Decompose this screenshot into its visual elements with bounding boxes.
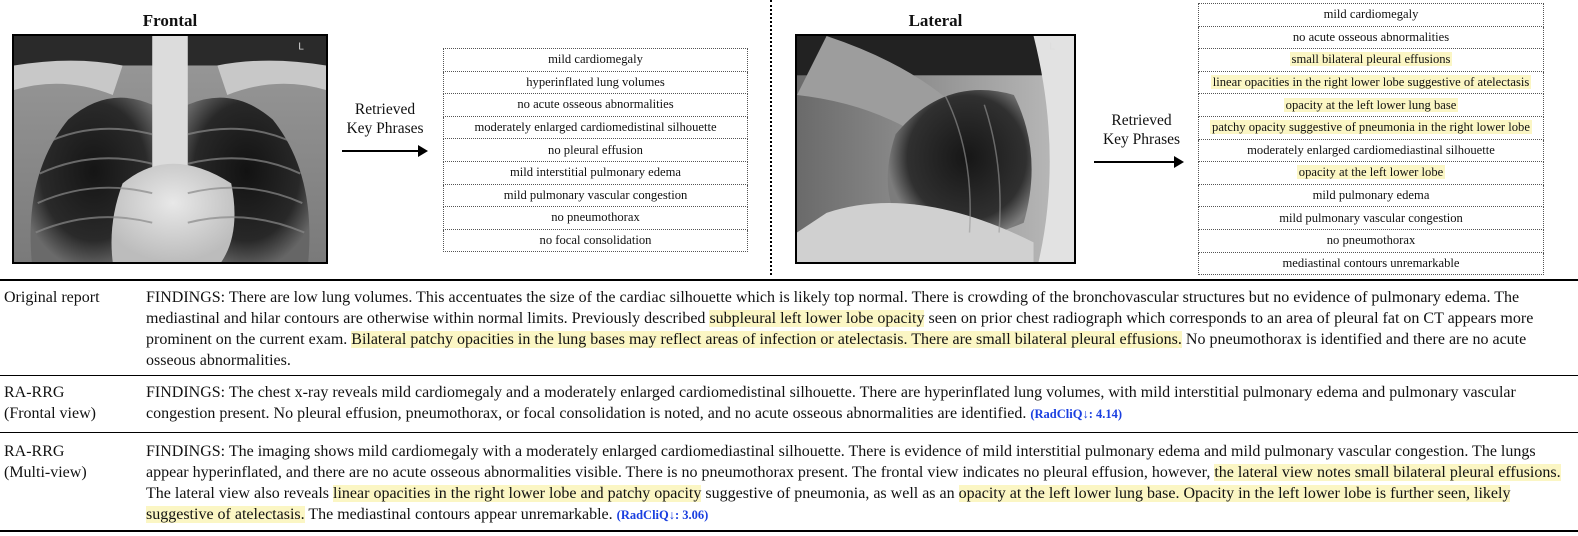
report-segment: No pneumothorax is identified and there are no acute osseous abnormalities. xyxy=(146,331,1527,369)
highlighted-text: opacity at the left lower lung base. Opacity in the left lower lobe is further seen, likely suggestive of atelectasis. xyxy=(146,485,1511,523)
lateral-title: Lateral xyxy=(908,11,963,30)
key-phrase-row xyxy=(1199,252,1544,275)
key-phrase-text: no pleural effusion xyxy=(548,142,643,157)
report-text xyxy=(146,287,1566,371)
key-phrase-row xyxy=(1199,49,1544,72)
report-label xyxy=(4,287,100,308)
report-segment: seen on prior chest radiograph which corresponds to an area of pleural fat on CT appears more prominent on the current exam. xyxy=(146,310,1534,348)
key-phrase-text: hyperinflated lung volumes xyxy=(526,74,665,89)
report-label-line1: Original report xyxy=(4,289,100,306)
highlighted-text: the lateral view notes small bilateral pleural effusions. xyxy=(1214,464,1561,481)
key-phrase-cell xyxy=(444,71,748,94)
key-phrase-text: moderately enlarged cardiomedistinal silhouette xyxy=(474,120,717,135)
key-phrase-row xyxy=(444,139,748,162)
frontal-arrow-label xyxy=(340,100,430,138)
svg-text:L: L xyxy=(1049,41,1055,53)
key-phrase-row xyxy=(444,229,748,252)
report-segment: FINDINGS: There are low lung volumes. This accentuates the size of the cardiac silhouette which is likely top normal. There is crowding of the bronchovascular structures but no evidence of pulmonary edema. The mediastinal and hilar contours are otherwise within normal limits. Previously described xyxy=(146,289,1520,327)
key-phrase-text: mediastinal contours unremarkable xyxy=(1282,255,1460,270)
highlighted-text: linear opacities in the right lower lobe and patchy opacity xyxy=(333,485,702,502)
report-segment: FINDINGS: The chest x-ray reveals mild cardiomegaly and a moderately enlarged cardiomedistinal silhouette. There are hyperinflated lung volumes, with mild interstitial pulmonary edema and pulmonary vascular congestion present. No pleural effusion, pneumothorax, or focal consolidation is noted, and no acute osseous abnormalities are identified. xyxy=(146,384,1516,422)
key-phrase-cell xyxy=(1199,229,1544,252)
key-phrase-cell xyxy=(444,139,748,162)
key-phrase-text: no pneumothorax xyxy=(1326,233,1416,248)
key-phrase-cell xyxy=(1199,207,1544,230)
highlighted-text: Bilateral patchy opacities in the lung bases may reflect areas of infection or atelectasis. There are small bilateral pleural effusions. xyxy=(351,331,1182,348)
report-segment: FINDINGS: The imaging shows mild cardiomegaly with a moderately enlarged cardiomediastinal silhouette. There is evidence of mild interstitial pulmonary edema and mild pulmonary vascular congestion. The lungs appear hyperinflated, and there are no acute osseous abnormalities visible. There is no pneumothorax present. The frontal view indicates no pleural effusion, however, xyxy=(146,443,1536,481)
key-phrase-text: mild pulmonary vascular congestion xyxy=(503,187,688,202)
frontal-xray-image xyxy=(12,34,328,264)
key-phrase-cell xyxy=(444,207,748,230)
report-label-line1: RA-RRG xyxy=(4,384,65,401)
key-phrase-row xyxy=(1199,71,1544,94)
key-phrase-row xyxy=(444,49,748,72)
key-phrase-text: no focal consolidation xyxy=(539,233,652,248)
svg-text:L: L xyxy=(298,41,304,53)
key-phrase-text: mild pulmonary vascular congestion xyxy=(1279,210,1463,225)
key-phrase-cell xyxy=(1199,49,1544,72)
report-label xyxy=(4,441,87,483)
report-segment: The lateral view also reveals xyxy=(146,485,334,502)
key-phrase-cell xyxy=(1199,94,1544,117)
key-phrase-cell xyxy=(1199,162,1544,185)
key-phrase-text: small bilateral pleural effusions xyxy=(1291,52,1451,67)
table-top-rule xyxy=(0,279,1578,281)
frontal-key-phrases-table xyxy=(443,48,748,252)
key-phrase-row xyxy=(444,207,748,230)
report-label-line2: (Multi-view) xyxy=(4,464,87,481)
key-phrase-row xyxy=(1199,4,1544,27)
key-phrase-row xyxy=(444,116,748,139)
report-text xyxy=(146,441,1566,526)
key-phrase-row xyxy=(444,71,748,94)
report-label-line1: RA-RRG xyxy=(4,443,65,460)
key-phrase-row xyxy=(1199,207,1544,230)
key-phrase-text: no acute osseous abnormalities xyxy=(517,97,674,112)
arrow-label-line1: Retrieved xyxy=(354,101,416,118)
key-phrase-text: mild pulmonary edema xyxy=(1312,188,1430,203)
key-phrase-text: moderately enlarged cardiomediastinal silhouette xyxy=(1247,142,1495,157)
arrow-label-line2: Key Phrases xyxy=(1102,131,1181,148)
row-divider xyxy=(0,375,1578,376)
key-phrase-cell xyxy=(444,229,748,252)
key-phrase-text: linear opacities in the right lower lobe suggestive of atelectasis xyxy=(1212,75,1530,90)
key-phrase-cell xyxy=(444,116,748,139)
key-phrase-cell xyxy=(1199,26,1544,49)
key-phrase-cell xyxy=(1199,116,1544,139)
key-phrase-text: mild cardiomegaly xyxy=(1323,7,1419,22)
key-phrase-row xyxy=(1199,116,1544,139)
lateral-arrow-icon xyxy=(1094,161,1182,163)
highlighted-text: subpleural left lower lobe opacity xyxy=(709,310,925,327)
key-phrase-row xyxy=(444,161,748,184)
key-phrase-cell xyxy=(444,161,748,184)
key-phrase-row xyxy=(1199,184,1544,207)
key-phrase-text: no pneumothorax xyxy=(551,210,640,225)
key-phrase-text: opacity at the left lower lung base xyxy=(1285,97,1457,112)
key-phrase-row xyxy=(1199,94,1544,117)
report-segment: The mediastinal contours appear unremarkable. xyxy=(304,506,617,523)
table-bottom-rule xyxy=(0,530,1578,532)
view-divider xyxy=(770,0,772,275)
radcliq-score: (RadCliQ↓: 3.06) xyxy=(616,508,709,522)
key-phrase-row xyxy=(444,184,748,207)
frontal-title: Frontal xyxy=(142,11,198,30)
key-phrase-row xyxy=(1199,26,1544,49)
key-phrase-row xyxy=(1199,139,1544,162)
row-divider xyxy=(0,432,1578,433)
key-phrase-text: mild cardiomegaly xyxy=(548,52,643,67)
key-phrase-cell xyxy=(1199,252,1544,275)
key-phrase-row xyxy=(1199,229,1544,252)
key-phrase-text: no acute osseous abnormalities xyxy=(1292,29,1450,44)
report-text xyxy=(146,382,1566,425)
arrow-label-line2: Key Phrases xyxy=(346,120,424,137)
report-segment: suggestive of pneumonia, as well as an xyxy=(701,485,959,502)
key-phrase-row xyxy=(444,94,748,117)
key-phrase-text: patchy opacity suggestive of pneumonia in the right lower lobe xyxy=(1212,120,1530,135)
lateral-xray-image xyxy=(795,34,1076,264)
lateral-key-phrases-table xyxy=(1198,3,1544,275)
key-phrase-cell xyxy=(1199,184,1544,207)
radcliq-score: (RadCliQ↓: 4.14) xyxy=(1030,407,1123,421)
key-phrase-cell xyxy=(444,94,748,117)
frontal-arrow-icon xyxy=(342,150,426,152)
key-phrase-cell xyxy=(444,49,748,72)
arrow-label-line1: Retrieved xyxy=(1111,112,1172,129)
key-phrase-text: opacity at the left lower lobe xyxy=(1298,165,1444,180)
report-label xyxy=(4,382,96,424)
lateral-arrow-label xyxy=(1094,111,1189,149)
key-phrase-cell xyxy=(1199,139,1544,162)
key-phrase-row xyxy=(1199,162,1544,185)
report-label-line2: (Frontal view) xyxy=(4,405,96,422)
key-phrase-cell xyxy=(444,184,748,207)
key-phrase-cell xyxy=(1199,71,1544,94)
key-phrase-text: mild interstitial pulmonary edema xyxy=(509,165,682,180)
key-phrase-cell xyxy=(1199,4,1544,27)
